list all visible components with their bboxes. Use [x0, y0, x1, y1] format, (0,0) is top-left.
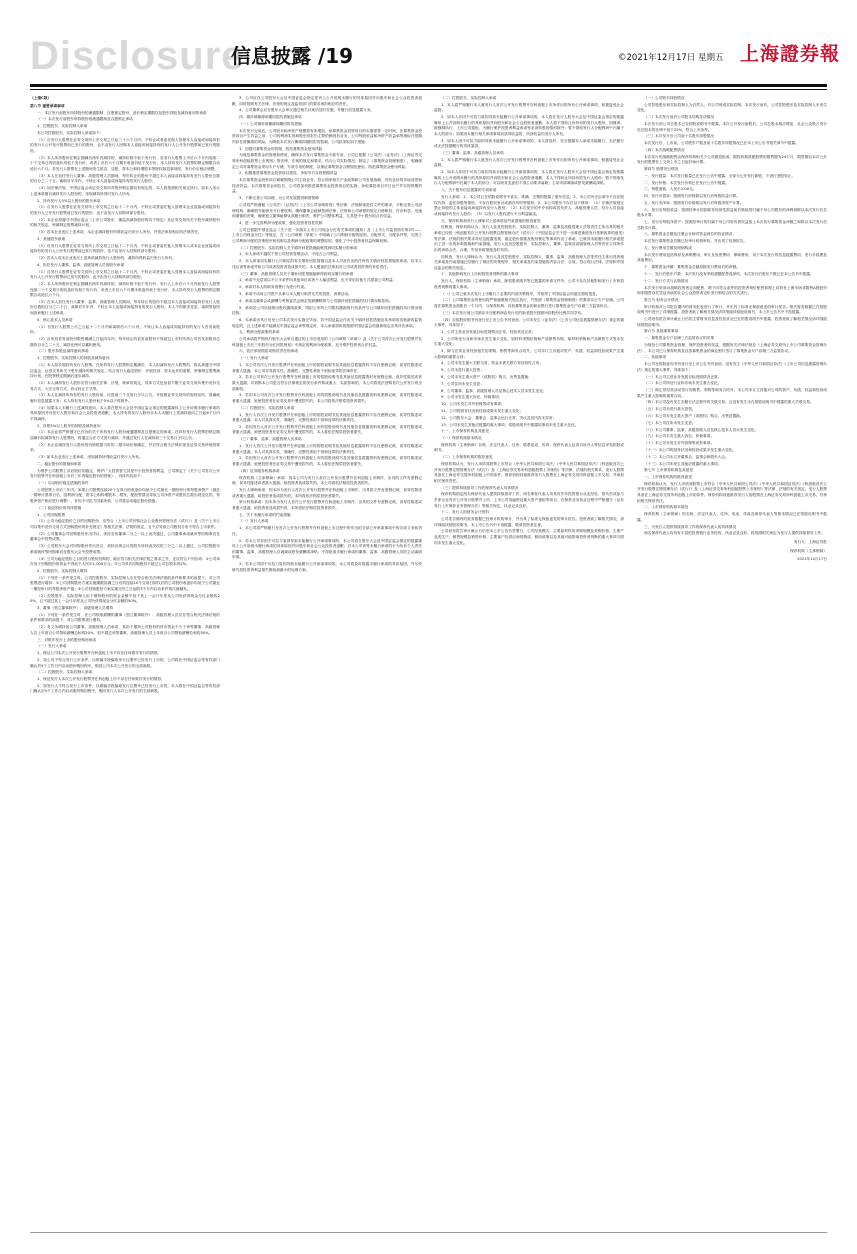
paragraph: （二）本公司所处行业和市场未发生重大变化。: [644, 381, 722, 386]
paragraph: （二）控股股东、实际控制人承诺: [239, 405, 295, 410]
paragraph: 本次发行采用向战略投资者定向配售、网下向符合条件的投资者询价配售和网上向持有上海市场非限售A股股份和非限售存托凭证市值的社会公众投资者定价发行相结合的方式进行。: [637, 285, 827, 296]
text-column-2: [232, 96, 422, 1224]
paragraph: 本次发行后、上市前，公司股东户数及前十名股东持股情况已在本上市公告书相关章节中披露。: [644, 141, 799, 146]
paragraph: 2、如公司不符合发行上市条件，以欺骗手段骗取发行注册并已经发行上市的，公司将在中国证监会等有权部门确认后5个工作日内启动股份购回程序，购回公司本次公开发行的全部新股。: [30, 657, 220, 668]
paragraph: （三）董事、高级管理人员关于填补回报措施能够得到切实履行的承诺: [239, 271, 354, 276]
paragraph: （四）自招股说明书刊登日至上市公告书刊登前，公司未发生《证券法》《上市公司信息披露管理办法》规定的重大事件，具体如下：: [434, 317, 624, 328]
text-column-1: [30, 96, 220, 1224]
paragraph: （三）本次发行后公司前十名股东持股情况: [644, 134, 715, 139]
article-body: [30, 96, 827, 1224]
paragraph: （七）本公司住所未发生变更。: [644, 420, 696, 425]
paragraph: （三）提供持续督导工作的保荐代表人具体情况: [441, 485, 519, 490]
paragraph: 3、公司应在公司股东大会及中国证监会指定报刊上公开说明未履行的具体原因并向股东和社会公众投资者道歉，同时按照有关法律、法规的规定及监管部门的要求承担相应的责任。: [232, 96, 422, 106]
paragraph: 6、本承诺出具日后至公司本次发行实施完毕前，若中国证监会作出关于填补回报措施及其承诺的其他新的监管规定的，且上述承诺不能满足中国证监会该等规定时，本人承诺届时将按照中国证监会的最新规定出具补充承诺。: [232, 317, 422, 328]
paragraph: 本公司控股股东、实际控制人承诺如下：: [37, 131, 104, 136]
masthead: [0, 0, 857, 95]
paragraph: 4、公司未发生重大关联交易，资金未被关联方非经营性占用；: [441, 361, 543, 366]
continued-label: （上接C版）: [30, 96, 52, 100]
paragraph: 公司财务报告审计截止日后的主要财务信息及经营状况已在招股说明书中披露，投资者欲了解相关情况请详细阅读招股说明书。: [637, 317, 827, 327]
paragraph: 8、公司董事、监事、高级管理人员及核心技术人员未发生变化；: [441, 388, 547, 393]
paragraph: 1、本人将严格履行本人就发行人首次公开发行股票并在科创板上市所作出的所有公开承诺事项，积极接受社会监督。: [434, 102, 624, 113]
paragraph: 3、如本人因不可抗力原因导致未能履行公开承诺事项的，本人将及时、充分披露本人承诺未能履行、无法履行或无法按期履行的具体原因。: [434, 138, 624, 149]
paragraph: 十二、发行人的财务会计资料: [441, 510, 489, 515]
paragraph: 3、若本公司因不可抗力原因导致未能履行公开承诺事项的，本公司将及时披露未履行承诺的具体原因，并尽快研究将投资者利益损失降低到最小的处理方案。: [232, 562, 422, 572]
paragraph: 第四节 股票发行情况: [644, 167, 679, 172]
paragraph: 本公司在招股意向书刊登日至上市公告书刊登前，没有发生《中华人民共和国证券法》《上市公司信息披露管理办法》规定的重大事件，具体如下：: [637, 362, 827, 372]
footer-rule: [30, 1232, 827, 1233]
paragraph: 4、进一步完善利润分配政策，强化投资者回报机制: [239, 220, 323, 225]
paragraph: （十）本公司未发生对外担保等或有事项。: [644, 441, 715, 446]
paragraph: 1、承诺不无偿或以不公平条件向其他单位或者个人输送利益，也不采用其他方式损害公司利益。: [239, 278, 397, 283]
header-rule-thin: [30, 89, 827, 90]
paragraph: 2、控股股东、实际控制人增持: [37, 568, 88, 573]
paragraph: （三）董事、监事、高级管理人员承诺: [441, 151, 504, 156]
paragraph: 2、持股5%以上股东的持股及减持意向: [37, 423, 101, 428]
paragraph: 4、承诺由董事会或薪酬与考核委员会制定的薪酬制度与公司填补回报措施的执行情况相挂钩。: [239, 298, 393, 303]
paragraph: 公司将严格遵循《公司法》《证券法》《上市公司治理准则》等法律、法规和规范性文件的要求，不断完善公司治理结构，确保股东能够充分行使权利，确保董事会能够按照法律、法规和公司章程的规定行使职权、作出科学、迅速和谨慎的决策，确保独立董事能够认真履行职责，维护公司整体利益，尤其是中小股东的合法权益。: [232, 202, 422, 219]
paragraph: （1）公司为稳定股价之目的回购股份，应符合《上市公司回购社会公众股份管理办法（试行）》及《关于上市公司以集中竞价交易方式回购股份的补充规定》等相关法律、法规的规定，且不应导致公司股权分布不符合上市条件。: [30, 519, 220, 529]
paragraph: （1）本人拟长期持有发行人股票。在所持发行人股票锁定期满后，本人拟减持发行人股票的，将认真遵守中国证监会、证券交易所关于股东减持的相关规定，结合发行人稳定股价、开展经营、资本运作的需要，审慎制定股票减持计划，在股票锁定期满后逐步减持。: [30, 362, 220, 379]
paragraph: 4、公司董事会应在股东大会审议通过相关议案后及时实施，并履行信息披露义务。: [239, 108, 375, 113]
paragraph: 发行人、保荐机构（主承销商）承诺，除招股说明书等已披露的申请文件外，公司不存在其他影响发行上市和投资者判断的重大事项。: [434, 279, 624, 289]
paragraph: （一）公司填补被摊薄即期回报的措施: [239, 121, 302, 126]
paragraph: （二）本次发行前后公司股本结构变动情况: [644, 115, 715, 120]
paragraph: 1、公司主营业务发展目标进展情况正常，经营状况正常；: [441, 329, 536, 334]
signature-line: 发行人：上海证券报: [793, 539, 827, 544]
paragraph: 9、公司未发生重大诉讼、仲裁事项；: [441, 395, 503, 400]
paragraph: 3、若因本公司首次公开发行股票并在科创板上市的招股说明书及其他信息披露资料有虚假记载、误导性陈述或者重大遗漏，致使投资者在证券交易中遭受损失的，本公司将依法赔偿投资者损失。: [232, 393, 422, 403]
paragraph: 2、持有发行人5%以上股份的股东承诺: [37, 198, 101, 203]
paragraph: 五、利润分配政策的承诺: [239, 330, 280, 335]
paragraph: 5、公司未进行重大投资；: [441, 368, 484, 373]
paragraph: 二、稳定股价的措施和承诺: [37, 461, 82, 466]
paragraph: 3、除与正常业务经营相关的采购、销售等商务合同外，公司未订立其他对资产、负债、权益和经营成果产生重大影响的重要合同；: [434, 349, 624, 359]
paragraph: 12、公司股东大会、董事会、监事会运行正常，决议及其内容无异常；: [441, 415, 557, 420]
paragraph: （一）本公司主营业务发展目标进展情况正常。: [644, 374, 722, 379]
paragraph: 本次发行费用包括保荐及承销费用、审计及验资费用、律师费用、用于本次发行的信息披露费用、发行手续费及其他费用。: [637, 252, 827, 263]
paragraph: （2）控股股东、实际控制人用于增持股份的资金金额不低于其上一会计年度从公司所获得现金分红金额的20%，且不超过其上一会计年度从公司所获得现金分红金额的50%。: [30, 593, 220, 604]
paragraph: 2、若本公司非因不可抗力原因导致未能履行公开承诺事项的，本公司将在股东大会及中国证监会指定的披露媒体上公开说明未履行承诺的具体原因并向股东和社会公众投资者道歉；对本公司该等未履行承诺的行为负有个人责任的董事、监事、高级管理人员调减或停发薪酬或津贴；不得批准未履行承诺的董事、监事、高级管理人员的主动离职申请。: [232, 538, 422, 560]
paragraph: 审计机构对公司报告期内的财务报表进行了审计，并出具了标准无保留意见的审计报告。相关财务数据已在招股说明书中进行了详细披露，投资者欲了解相关情况请详细阅读招股说明书，本上市公告书中不再披露。: [637, 304, 827, 315]
header-rule: [30, 84, 827, 87]
paragraph: 经核查，保荐机构认为，发行人及其控股股东、实际控制人、董事、监事及高级管理人员等责任主体出具的相关承诺已经按《科创板首次公开发行股票注册管理办法（试行）》《中国证监会关于进一步推进新股发行体制改革的意见》等法律、法规的相关要求对信息披露违规、稳定股价措施及股份锁定等事项作出了承诺，已就其未能履行相关承诺提出了进一步的补救措施和约束措施。发行人及其控股股东、实际控制人、董事、监事及高级管理人员等责任主体所作出的承诺合法、合理，失信补救措施及时有效。: [434, 225, 624, 252]
paragraph: 2、如发行人不符合发行上市条件，以欺骗手段骗取发行注册并已经发行上市的，本人将在中国证监会等有权部门确认后5个工作日内启动股份购回程序，购回发行人本次公开发行的全部新股。: [30, 683, 220, 694]
paragraph: （1）本企业将严格遵守已作出的关于所持发行人股份流通限制及自愿锁定的承诺，在持有发行人股票的锁定期届满后拟减持发行人股票的，将通过合法方式进行减持，并通过发行人在减持前三个交易日予以公告。: [30, 430, 220, 440]
paragraph: 发行人律师承诺：因本所为发行人首次公开发行股票并在科创板上市制作、出具的文件有虚假记载、误导性陈述或者重大遗漏，给投资者造成损失的，本所将依法赔偿投资者损失。: [232, 487, 422, 498]
paragraph: 第五节 财务会计情况: [644, 297, 679, 302]
paragraph: 1、本公司首次公开发行股票并在科创板上市的招股说明书及其他信息披露资料不存在虚假记载、误导性陈述或者重大遗漏，本公司对其真实性、准确性、完整性承担个别和连带的法律责任。: [232, 363, 422, 373]
paragraph: 九、保荐机构和发行人律师对上述承诺及约束措施的核查意见: [441, 218, 541, 223]
paragraph: 一、上市保荐机构的推荐意见: [644, 475, 692, 480]
paragraph: （4）如果本人未履行上述减持意向，本人将在股东大会及中国证监会指定的披露媒体上公开说明未履行承诺的具体原因并向发行人股东和社会公众投资者道歉；本人持有的发行人股份自本人未履行上述减持意向之日起6个月内不得减持。: [30, 405, 220, 421]
paragraph: （3）本人在减持所持有的发行人股份前，应提前三个交易日予以公告，并按照证券交易所的规则及时、准确地履行信息披露义务；本人持有发行人股份低于5%以下时除外。: [30, 393, 220, 403]
issue-date: ©2021年12月17日 星期五: [618, 53, 724, 63]
paragraph: 十一、上市保荐机构及其意见: [441, 429, 489, 434]
paragraph: （3）在本人担任发行人董事、监事、高级管理人员期间，每年转让的股份不超过本人直接或间接持有发行人股份总数的百分之二十五；离职后半年内，不转让本人直接或间接持有的发行人股份。本人不因职务变更、离职等原因而放弃履行上述承诺。: [30, 299, 220, 316]
paragraph: （1）自发行人股票上市之日起十二个月内和离职后六个月内，不转让本人直接或间接持有的发行人首发前股份。: [30, 324, 220, 335]
paragraph: （十一）本公司的财务状况和经营成果未发生重大变化。: [644, 447, 737, 452]
paragraph: （三）除正常经营活动签订的销售、采购等商务合同外，本公司未订立其他对公司的资产、负债、权益和经营成果产生重大影响的重要合同。: [637, 388, 827, 398]
paragraph: （一）发行人承诺: [37, 644, 67, 649]
paragraph: 1、控股股东、实际控制人承诺: [37, 124, 88, 129]
paragraph: 1、保证公司本次公开发行股票并在科创板上市不存在任何欺诈发行的情形。: [37, 651, 162, 656]
paragraph: 3、不断完善公司治理，为公司发展提供制度保障: [239, 196, 319, 201]
page-title: 信息披露 /19: [231, 44, 354, 68]
paragraph: （十二）本公司未召开董事会、监事会和股东大会。: [644, 454, 729, 459]
paragraph: 五、发行市净率：按照发行价格除以发行后每股净资产计算。: [644, 200, 744, 205]
paragraph: 保荐机构指定两名保荐代表人提供持续督导工作，两名保荐代表人均具有多年投资银行从业经验，曾负责或参与多家企业首次公开发行股票并上市、上市公司再融资及重大资产重组等项目，在保荐业务执业过程中严格遵守《证券发行上市保荐业务管理办法》等相关规定，执业记录良好。: [434, 492, 624, 508]
paragraph: 1、加强对募集资金的管理，防范募集资金使用风险: [239, 146, 323, 151]
paragraph: （八）本公司董事、监事、高级管理人员及核心技术人员未发生变化。: [644, 427, 759, 432]
paragraph: （2）若本人或本企业违反上述承诺减持发行人股份的，减持所得收益归发行人所有。: [37, 255, 176, 260]
paragraph: （3）如本企业违反上述承诺，违规减持所得收益归发行人所有。: [37, 455, 143, 460]
paragraph: 三、每股面值：人民币1.00元。: [644, 187, 697, 192]
paragraph: 三、对欺诈发行上市的股份购回承诺: [37, 637, 96, 642]
section-heading: 第八节 重要承诺事项: [30, 103, 65, 108]
paragraph: 3、承诺不动用公司资产从事与本人履行职责无关的投资、消费活动。: [239, 291, 352, 296]
paragraph: （1）自发行人股票在证券交易所上市交易之日起三十六个月内，不转让或者委托他人管理本人直接或间接持有的发行人公开发行股票前已发行的股份，也不由发行人回购本人直接或间接持有的发行人公开发行股票前已发行的股份。: [30, 137, 220, 153]
paragraph: （4）公司为稳定股价之目的进行股份回购的，除应符合相关法律法规之要求之外，还应符合下列各项：①公司单次用于回购股份的资金不得低于人民币1,000万元；②公司单次回购股份不超过公司总股本的2%。: [30, 556, 220, 567]
paragraph: 两名保荐代表人均具有丰富的投资银行业务经验，执业记录良好，将按照相关规定为发行人提供持续督导工作。: [644, 531, 825, 536]
paragraph: （2）公司董事会对回购股份作出决议，须经全体董事二分之一以上表决通过，公司董事承诺就该等回购事宜在董事会中投赞成票。: [30, 531, 220, 542]
paragraph: 5、核心技术人员承诺: [37, 317, 73, 322]
paragraph: （2）有义务增持的公司董事、高级管理人员承诺，其用于增持公司股份的货币资金不少于该等董事、高级管理人员上年度自公司领取薪酬总和的20%，但不超过该等董事、高级管理人员上年度自公司领取薪酬总和的50%。: [30, 625, 220, 635]
paragraph: （二）稳定股价的具体措施: [37, 505, 82, 510]
paragraph: 保荐机构（主承销商）承诺：因本公司为发行人首次公开发行股票并在科创板上市制作、出具的文件有虚假记载、误导性陈述或者重大遗漏，给投资者造成损失的，本公司将依法赔偿投资者损失。: [232, 475, 422, 486]
paragraph: （一）启动股价稳定措施的条件: [37, 481, 89, 486]
paragraph: （一）公司已就本次发行上市履行了必要的内部决策程序，并取得了中国证监会同意注册的批复。: [441, 291, 600, 296]
paragraph: 七、关于未履行承诺的约束措施: [239, 512, 291, 517]
paragraph: 三、为发行人提供持续督导工作的保荐代表人的具体情况: [644, 524, 737, 529]
paragraph: （二）上市保荐机构的推荐意见: [441, 455, 493, 460]
paragraph: 1、本人将严格履行本人就发行人首次公开发行股票并在科创板上市所作出的所有公开承诺事项，积极接受社会监督。: [434, 157, 624, 168]
paragraph: 2、若本公司首次公开发行股票并在科创板上市的招股说明书及其他信息披露资料有虚假记载、误导性陈述或者重大遗漏，对判断本公司是否符合法律规定的发行条件构成重大、实质影响的，本公司将依法回购首次公开发行的全部新股。: [232, 375, 422, 391]
paragraph: 本次发行完成后，公司股本和净资产规模将有所增加，而募集资金投资项目的实施需要一定时间，在募集资金投资项目产生效益之前，公司的利润实现和股东回报仍主要依赖现有业务，公司每股收益和净资产收益率等指标在短期内存在被摊薄的风险。为降低本次发行摊薄即期回报的影响，公司拟采取如下措施：: [232, 128, 422, 144]
paragraph: （3）本人在担任发行人董事、高级管理人员期间，每年转让的股份不超过本人直接或间接持有发行人股份总数的百分之二十五；离职后半年内，不转让本人直接或间接持有的发行人股份。: [30, 173, 220, 184]
paragraph: （1）下列任一条件发生时，公司控股股东、实际控制人应在符合相关法律法规的条件和要求的前提下，对公司股票进行增持：①公司回购股份方案实施期限届满之日后的连续10个交易日除权后的公司股份收盘价均低于公司最近一期经审计的每股净资产值；②公司回购股份方案实施完毕之日起的3个月内启动条件再次被触发。: [30, 575, 220, 591]
paragraph: （三）董事、监事、高级管理人员承诺: [239, 437, 302, 442]
paragraph: 发行人承诺：1、本公司已在招股说明书中真实、准确、完整的披露了股东信息；2、本公司历史沿革中不存在股权代持、委托持股等情形，不存在股权争议或潜在纠纷等情形；3、本公司股东不存在以下情形：（1）法律法规规定禁止持股的主体直接或间接持有发行人股份；（2）本次发行的中介机构或其负责人、高级管理人员、经办人员直接或间接持有发行人股份；（3）以发行人股权进行不当利益输送。: [434, 195, 624, 216]
paragraph: 7、公司住所未发生变更；: [441, 381, 484, 386]
paragraph: 六、依法承担赔偿或赔偿责任的承诺: [239, 349, 298, 354]
paragraph: 1、公司回购股票: [37, 512, 66, 517]
paragraph: 2、若因发行人首次公开发行股票并在科创板上市的招股说明书及其他信息披露资料有虚假记载、误导性陈述或者重大遗漏，致使投资者在证券交易中遭受损失的，本人将依法赔偿投资者损失。: [232, 424, 422, 435]
paragraph: （二）控股股东、实际控制人承诺: [37, 670, 93, 675]
paragraph: （2）自所持首发前股份限售期满之日起四年内，每年转让的首发前股份不得超过上市时所持公司首发前股份总数的百分之二十五，减持比例可以累积使用。: [30, 337, 220, 347]
paragraph: 4、担任发行人董事、监事、高级管理人员的股东承诺: [37, 262, 125, 267]
newspaper-brand: 上海證券報: [740, 43, 841, 65]
paragraph: 2、承诺对本人的职务消费行为进行约束。: [239, 285, 308, 290]
paragraph: 2、若因发行人首次公开发行股票并在科创板上市的招股说明书及其他信息披露资料有虚假记载、误导性陈述或者重大遗漏，致使投资者在证券交易中遭受损失的，本人将依法赔偿投资者损失。: [232, 456, 422, 466]
paragraph: 公司股票上市后三年内，如果公司股票连续20个交易日的收盘价均低于公司最近一期经审计的每股净资产（最近一期审计基准日后，因利润分配、资本公积转增股本、增发、配股等情况导致公司净资产或股份总数出现变化的，每股净资产相应进行调整），非因不可抗力因素所致，公司将启动稳定股价措施。: [30, 487, 220, 504]
paragraph: （一）本次发行前股东所持股份的流通限制及自愿锁定承诺: [37, 117, 133, 122]
paragraph: （1）自发行人股票在证券交易所上市交易之日起十二个月内，不转让或者委托他人管理本企业直接或间接持有的发行人公开发行股票前已发行的股份，也不由发行人回购该部分股份。: [30, 205, 220, 215]
paragraph: （一）公司股东持股情况: [644, 96, 685, 100]
paragraph: 1、发行人首次公开发行股票并在科创板上市的招股说明书及其他信息披露资料不存在虚假记载、误导性陈述或者重大遗漏，本人对其真实性、准确性、完整性承担个别和连带的法律责任。: [232, 444, 422, 454]
paragraph: 十、其他影响发行上市和投资者判断的重大事项: [441, 272, 519, 277]
paragraph: 2、如本人非因不可抗力原因导致未能履行公开承诺事项的，本人将在发行人股东大会及中国证监会指定的披露媒体上公开说明未履行的具体原因并向股东和社会公众投资者道歉；本人不得转让所持有的发行人股份；暂不领取发行人分配利润中归属于本人的部分；可以职务变更但不得主动要求离职；主动申请调减或停发薪酬或津贴。: [434, 170, 624, 186]
paragraph: 2、公司所处行业和市场未发生重大变化，原材料采购价格和产品销售价格、原材料采购和产品销售方式等未发生重大变化；: [434, 336, 624, 347]
paragraph: （3）公司股东大会对回购股份作出决议，须经出席会议的股东所持表决权的三分之二以上通过，公司控股股东承诺就该等回购事宜在股东大会中投赞成票。: [30, 544, 220, 554]
paragraph: 一、募集资金专户存储三方监管协议的安排: [644, 336, 715, 341]
paragraph: （四）证券服务机构承诺: [239, 468, 280, 473]
paragraph: （2）本企业将遵守中国证监会《上市公司股东、董监高减持股份的若干规定》及证券交易所关于股东减持股份的相关规定，审慎制定股票减持计划。: [30, 217, 220, 228]
paragraph: 保荐机构（主承销商）名称、法定代表人、住所、联系电话、传真、保荐代表人及项目协办人等信息详见招股说明书。: [434, 442, 624, 453]
paragraph: 2、本人承诺切实履行公司制定的有关填补回报措施以及本人对此作出的任何有关填补回报措施的承诺，若本人违反该等承诺并给公司或者投资者造成损失的，本人愿意依法承担对公司或者投资者的补偿责任。: [232, 259, 422, 269]
paragraph: 审计机构承诺：因本所为发行人首次公开发行股票并在科创板上市制作、出具的文件有虚假记载、误导性陈述或者重大遗漏，给投资者造成损失的，本所将依法赔偿投资者损失。: [232, 500, 422, 510]
paragraph: 5、承诺若公司后续推出股权激励政策，则拟公布的公司股权激励的行权条件与公司填补回报措施的执行情况相挂钩。: [232, 305, 422, 316]
paragraph: （二）公司募集资金的使用将严格遵照相关规定执行，并按照《募集资金管理制度》的要求实行专户存储。公司将在募集资金到账后一个月内，与保荐机构、存放募集资金的商业银行签订募集资金专户存储三方监管协议。: [434, 298, 624, 308]
paragraph: （1）自发行人股票在证券交易所上市交易之日起十二个月内，不转让或者委托他人管理本人直接或间接持有的发行人公开发行股票前已发行的股份，也不由发行人回购该部分股份。: [30, 269, 220, 280]
paragraph: 二、发行价格：本次发行价格已在发行公告中披露。: [644, 180, 729, 185]
paragraph: 二、上市保荐机构基本情况: [644, 505, 689, 510]
paragraph: 1、保证发行人本次公开发行股票并在科创板上市不存在任何欺诈发行的情形。: [37, 677, 165, 682]
paragraph: 保荐机构（主承销商）的名称、法定代表人、住所、电话、传真及保荐代表人等基本情况已在招股说明书中披露。: [637, 512, 827, 522]
paragraph: 八、关于股东信息披露的专项承诺: [441, 188, 497, 193]
paragraph: 六、发行后每股收益：按照经审计的扣除非经常性损益前后孰低的归属于母公司股东的净利润除以本次发行后总股本计算。: [637, 207, 827, 218]
paragraph: 6、公司未发生重大资产（或股权）购买、出售及置换；: [441, 375, 532, 380]
paragraph: 保荐机构认为，发行人申请其股票上市符合《中华人民共和国公司法》《中华人民共和国证券法》《科创板首次公开发行股票注册管理办法（试行）》及《上海证券交易所科创板股票上市规则》等法律、法规的相关要求，发行人股票具备在上海证券交易所科创板上市的条件。保荐机构同意推荐发行人股票在上海证券交易所科创板上市交易，并承担相关保荐责任。: [434, 462, 624, 483]
paragraph: （一）发行人承诺: [239, 356, 269, 361]
paragraph: 十二、发行方式与认购情况: [644, 278, 689, 283]
signature-line: 2021年12月17日: [797, 557, 827, 562]
paragraph: 四、发行市盈率：按照发行价格除以发行后每股收益计算。: [644, 194, 740, 199]
paragraph: 1、本公司将严格履行在首次公开发行股票并在科创板上市过程中所作出的全部公开承诺事项中的各项义务和责任。: [232, 526, 422, 536]
paragraph: 一、本次发行前股东所持股份的流通限制、自愿锁定股份、延长锁定期限以及股东持股及减持意向等承诺: [37, 110, 207, 115]
paragraph: （2）本企业减持发行人股份的价格根据当时的二级市场价格确定，并应符合相关法律法规及证券交易所规则要求。: [30, 442, 220, 453]
paragraph: 1、发行人首次公开发行股票并在科创板上市的招股说明书及其他信息披露资料不存在虚假记载、误导性陈述或者重大遗漏，本人对其真实性、准确性、完整性承担个别和连带的法律责任。: [232, 412, 422, 423]
paragraph: 公司承诺将严格执行股东大会审议通过的上市后适用的《公司章程（草案）》及《关于公司首次公开发行股票并在科创板上市后三年股东分红回报规划》中规定的利润分配政策，充分维护投资者合法权益。: [232, 337, 422, 347]
paragraph: （二）股东持股及减持意向承诺: [37, 349, 89, 354]
paragraph: 10、公司未发生对外担保等或有事项；: [441, 402, 505, 407]
paragraph: （十三）本公司未发生其他应披露的重大事项。: [644, 461, 722, 466]
paragraph: （四）本公司没有发生未履行法定程序的关联交易，且没有发生未在招股说明书中披露的重大关联交易。: [644, 400, 814, 405]
paragraph: 八、募集资金总额及注册会计师对资金到位的验证情况: [644, 232, 733, 237]
paragraph: 第六节 其他重要事项: [644, 329, 679, 334]
paragraph: 四、填补被摊薄即期回报的措施及承诺: [239, 115, 302, 120]
paragraph: （六）本公司未发生重大资产（或股权）购买、出售及置换。: [644, 414, 744, 419]
paragraph: （一）保荐机构基本情况: [441, 436, 482, 441]
paragraph: （二）控股股东、实际控制人关于填补回报措施能够得到切实履行的承诺: [239, 245, 357, 250]
paragraph: 13、公司未发生其他应披露的重大事项，招股说明书中披露的事项未发生重大变化。: [441, 422, 579, 427]
paragraph: 2、积极推进募集资金投资项目建设，争取早日实现预期效益: [239, 171, 338, 176]
paragraph: 本次募集资金投资项目紧紧围绕公司主营业务，符合国家相关产业政策和公司发展战略，具有良好的市场前景和经济效益。本次募集资金到位后，公司将加快推进募集资金投资项目的实施，争取募投项目早日达产并实现预期效益。: [232, 178, 422, 194]
paragraph: 11、公司的财务状况和经营成果未发生重大变化；: [441, 408, 524, 413]
paragraph: （五）本公司未进行重大投资。: [644, 407, 696, 412]
paragraph: 1、控股股东、实际控制人的持股及减持意向: [37, 356, 110, 361]
paragraph: 经核查，发行人律师认为，发行人及其控股股东、实际控制人、董事、监事、高级管理人员等责任主体出具的相关承诺及约束措施已经履行了相应的决策程序，相关承诺及约束措施的内容合法、合规，符合现行法律、法规和中国证监会的相关规定。: [434, 254, 624, 270]
paragraph: （二）控股股东、实际控制人承诺: [441, 96, 497, 100]
paragraph: （3）若本企业违反上述承诺，本企业减持股份所得收益归发行人所有，并依法承担相应的法律责任。: [37, 230, 202, 235]
paragraph: 一、发行数量：本次发行数量已在发行公告中披露，全部为公开发行新股，不进行老股转让。: [644, 173, 796, 178]
paragraph: 本次发行募集资金总额已经审计机构审验，并出具了验资报告。: [644, 239, 748, 244]
paragraph: （1）自发行人股票在证券交易所上市交易之日起十二个月内，不转让或者委托他人管理本人或本企业直接或间接持有的发行人公开发行股票前已发行的股份，也不由发行人回购该部分股份。: [30, 243, 220, 254]
paragraph: （一）发行人承诺: [239, 519, 269, 524]
paragraph: 公司报告期内的财务数据已经审计机构审计，并出具了标准无保留意见的审计报告。投资者欲了解相关情况，请详细阅读招股说明书，本上市公告书中不再披露，敬请投资者注意。: [434, 517, 624, 527]
paragraph: 本次发行的战略配售由保荐机构相关子公司跟投组成，跟投机构获配股票的限售期为24个月，限售期自本次公开发行的股票在上交所上市之日起开始计算。: [637, 154, 827, 165]
paragraph: （2）本人减持发行人股份应符合相关法律、法规、规章的规定，具体方式包括但不限于证券交易所集中竞价交易方式、大宗交易方式、协议转让方式等。: [30, 380, 220, 391]
paragraph: （1）下列任一条件发生时，在公司领取薪酬的董事（独立董事除外）、高级管理人员应在符合相关法律法规的条件和要求的前提下，对公司股票进行增持。: [30, 612, 220, 623]
paragraph: 第七节 上市保荐机构及其意见: [644, 468, 694, 473]
text-column-3: [434, 96, 624, 1224]
paragraph: （2）本人所持股份在锁定期满后两年内减持的，减持价格不低于发行价；发行人上市后六个月内如发行人股票连续二十个交易日的收盘价均低于发行价，或者上市后六个月期末收盘价低于发行价，本人持有发行人股票的锁定期限自动延长六个月。: [30, 281, 220, 298]
paragraph: （三）本次发行前公司滚存未分配利润由发行后的新老股东按照所持股份比例共同享有。: [441, 310, 585, 315]
signature-line: 保荐机构（主承销商）: [790, 548, 827, 553]
paragraph: 十、募集资金净额：募集资金总额扣除发行费用后的净额。: [644, 265, 740, 270]
paragraph: （4）如法律法规、中国证监会或证券交易所对股份锁定期另有规定的，本人将按照相关规定执行。如本人违反上述承诺擅自减持发行人股份的，违规减持所得归发行人所有。: [30, 186, 220, 196]
paragraph: 为规范募集资金的管理和使用，确保本次发行募集资金专款专用，公司已根据《公司法》《证券法》《上海证券交易所科创板股票上市规则》等法律、法规的规定和要求，结合公司实际情况，制定了《募集资金管理制度》，明确规定公司对募集资金采用专户专储、专款专用的制度，以保证募集资金合理规范使用，防范募集资金使用风险。: [232, 153, 422, 169]
paragraph: 二、其他事项: [644, 355, 667, 360]
paragraph: 3、其他股东承诺: [37, 236, 66, 241]
paragraph: （2）本人所持股份在锁定期满后两年内减持的，减持价格不低于发行价；若发行人股票上市后六个月内连续二十个交易日的收盘价均低于发行价，或者上市后六个月期末收盘价低于发行价，本人持有发行人股票的锁定期限自动延长六个月。若发行人股票在上述期间发生派息、送股、资本公积转增股本等除权除息事项的，发行价应相应调整。: [30, 155, 220, 171]
paragraph: 3、董事（独立董事除外）、高级管理人员增持: [37, 606, 114, 611]
paragraph: 本次发行前公司总股本已在招股说明书中披露。本次公开发行新股后，公司总股本相应增加，社会公众股占发行后总股本的比例不低于25%，符合上市条件。: [637, 121, 827, 132]
paragraph: 公司已根据中国证监会《关于进一步落实上市公司现金分红有关事项的通知》及《上市公司监管指引第3号——上市公司现金分红》等规定，在《公司章程（草案）》中明确了公司利润分配的原则、分配形式、分配条件等，完善了公司利润分配的决策程序和机制以及利润分配政策的调整原则，强化了中小投资者权益保障机制。: [232, 227, 422, 243]
paragraph: 保荐机构认为，发行人申请其股票上市符合《中华人民共和国公司法》《中华人民共和国证券法》《科创板首次公开发行股票注册管理办法（试行）》及《上海证券交易所科创板股票上市规则》等法律、法规的有关规定，发行人股票具备在上海证券交易所科创板上市的条件。保荐机构同意推荐发行人的股票在上海证券交易所科创板上市交易，并承担相关保荐责任。: [637, 481, 827, 503]
paragraph: 公司控股股东和实际控制人为自然人，对公司形成实际控制。本次发行前后，公司控股股东及实际控制人未发生变化。: [637, 102, 827, 113]
paragraph: 2、如本人非因不可抗力原因导致未能履行公开承诺事项的，本人将在发行人股东大会及中国证监会指定的披露媒体上公开说明未履行的具体原因并向股东和社会公众投资者道歉；本人将不得转让所持有的发行人股份，因继承、被强制执行、上市公司重组、为履行保护投资者利益承诺等必须转股的情形除外；暂不领取发行人分配利润中归属于本人的部分；如果因未履行相关承诺事项而获得收益的，所获收益归发行人所有。: [434, 115, 624, 136]
text-column-4: [637, 96, 827, 1224]
paragraph: 为维护公司股票上市后股价的稳定，保护广大投资者尤其是中小投资者的利益，公司制定了《关于公司首次公开发行股票并在科创板上市后三年内稳定股价的预案》，具体内容如下：: [30, 468, 220, 479]
paragraph: 九、发行费用总额及明细构成: [644, 246, 692, 251]
paragraph: 十一、发行后股东户数：本次发行没有采取超额配售选择权，本次发行后股东户数已在本公告书中披露。: [644, 271, 814, 276]
paragraph: 为规范公司募集资金管理，保护投资者的权益，根据有关法律法规及《上海证券交易所上市公司募集资金管理办法》，本公司已与保荐机构及存放募集资金的商业银行签订了募集资金专户存储三方监管协议。: [637, 343, 827, 353]
paragraph: （四）本次战略配售情况: [644, 147, 685, 152]
paragraph: 七、发行后每股净资产：按照经审计的归属于母公司所有者权益加上本次发行募集资金净额之和除以本次发行后总股本计算。: [637, 220, 827, 230]
paragraph: 公司财务报告审计截止日后至本上市公告书签署日，公司经营模式、主要原材料的采购规模及采购价格、主要产品的生产、销售规模及销售价格、主要客户及供应商的构成、税收政策以及其他可能影响投资者判断的重大事项方面均未发生重大变化。: [434, 529, 624, 545]
paragraph: 1、本人承诺不越权干预公司经营管理活动，不侵占公司利益。: [239, 252, 341, 257]
paragraph: （九）本公司未发生重大诉讼、仲裁事项。: [644, 434, 715, 439]
section-logo: Disclosure: [30, 34, 245, 78]
